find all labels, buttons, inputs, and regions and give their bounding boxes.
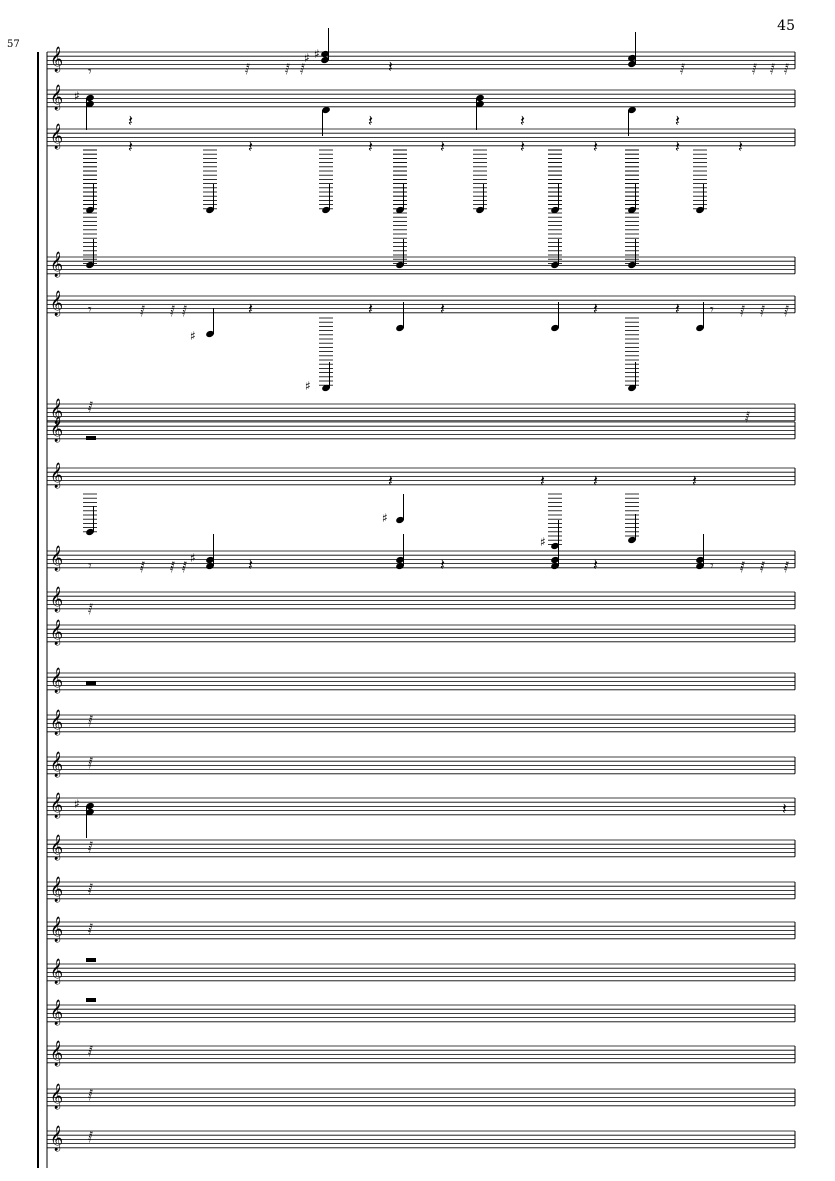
treble-clef-icon: 𝄞 [50,835,64,860]
sixteenth-rest-icon: 𝅁 [760,559,765,573]
sharp-icon: ♯ [74,797,80,811]
staff-11 [47,619,795,645]
staff-18 [47,916,795,942]
staff-7 [47,416,795,442]
sharp-icon: ♯ [304,51,310,65]
measure-number: 57 [7,39,20,50]
sixteenth-rest-icon: 𝅁 [770,61,775,75]
sharp-icon: ♯ [190,329,196,343]
quarter-rest-icon: 𝄽 [248,137,253,156]
quarter-rest-icon: 𝄽 [368,137,373,156]
treble-clef-icon: 𝄞 [50,399,64,424]
treble-clef-icon: 𝄞 [50,85,64,110]
sixteenth-rest-icon: 𝅁 [88,1087,93,1101]
treble-clef-icon: 𝄞 [50,1000,64,1025]
quarter-rest-icon: 𝄽 [540,471,545,490]
quarter-rest-icon: 𝄽 [520,137,525,156]
quarter-rest-icon: 𝄽 [738,137,743,156]
sixteenth-rest-icon: 𝅁 [88,839,93,853]
staff-16 [47,834,795,860]
treble-clef-icon: 𝄞 [50,668,64,693]
staff-21 [47,1040,795,1066]
staff-17 [47,876,795,902]
staff-12 [47,667,795,693]
sixteenth-rest-icon: 𝅁 [88,713,93,727]
sixteenth-rest-icon: 𝅁 [680,61,685,75]
quarter-rest-icon: 𝄽 [692,471,697,490]
quarter-rest-icon: 𝄽 [440,299,445,318]
quarter-rest-icon: 𝄽 [520,111,525,130]
quarter-rest-icon: 𝄽 [675,137,680,156]
quarter-rest-icon: 𝄽 [368,111,373,130]
sixteenth-rest-icon: 𝅁 [170,559,175,573]
sixteenth-rest-icon: 𝅁 [300,61,305,75]
sharp-icon: ♯ [74,89,80,103]
treble-clef-icon: 𝄞 [50,1041,64,1066]
sharp-icon: ♯ [190,551,196,565]
eighth-rest-icon: 𝄾 [88,558,92,574]
treble-clef-icon: 𝄞 [50,291,64,316]
staff-10 [47,586,795,612]
treble-clef-icon: 𝄞 [50,710,64,735]
whole-rest-icon [86,958,96,962]
whole-rest-icon [86,681,96,685]
sixteenth-rest-icon: 𝅁 [88,399,93,413]
sixteenth-rest-icon: 𝅁 [182,559,187,573]
quarter-rest-icon: 𝄽 [128,137,133,156]
treble-clef-icon: 𝄞 [50,47,64,72]
sixteenth-rest-icon: 𝅁 [245,61,250,75]
sixteenth-rest-icon: 𝅁 [88,921,93,935]
whole-rest-icon [86,998,96,1002]
sixteenth-rest-icon: 𝅁 [740,303,745,317]
staff-8 [47,462,795,488]
sixteenth-rest-icon: 𝅁 [88,755,93,769]
staff-14 [47,751,795,777]
eighth-rest-icon: 𝄾 [710,302,714,318]
staff-2 [47,84,795,110]
sharp-icon: ♯ [382,511,388,525]
whole-rest-icon [86,436,96,440]
notation [74,28,789,1143]
sixteenth-rest-icon: 𝅁 [740,559,745,573]
treble-clef-icon: 𝄞 [50,546,64,571]
treble-clef-icon: 𝄞 [50,793,64,818]
quarter-rest-icon: 𝄽 [248,555,253,574]
page-number: 45 [777,18,795,34]
treble-clef-icon: 𝄞 [50,877,64,902]
sixteenth-rest-icon: 𝅁 [745,409,750,423]
sharp-icon: ♯ [314,47,320,61]
treble-clef-icon: 𝄞 [50,252,64,277]
quarter-rest-icon: 𝄽 [248,299,253,318]
sixteenth-rest-icon: 𝅁 [88,601,93,615]
quarter-rest-icon: 𝄽 [593,471,598,490]
treble-clef-icon: 𝄞 [50,1126,64,1151]
quarter-rest-icon: 𝄽 [675,299,680,318]
staves [47,46,795,1151]
sixteenth-rest-icon: 𝅁 [285,61,290,75]
quarter-rest-icon: 𝄽 [388,471,393,490]
treble-clef-icon: 𝄞 [50,124,64,149]
eighth-rest-icon: 𝄾 [88,302,92,318]
treble-clef-icon: 𝄞 [50,1084,64,1109]
staff-23 [47,1125,795,1151]
quarter-rest-icon: 𝄽 [128,111,133,130]
quarter-rest-icon: 𝄽 [440,555,445,574]
sharp-icon: ♯ [540,535,546,549]
sixteenth-rest-icon: 𝅁 [140,303,145,317]
quarter-rest-icon: 𝄽 [593,299,598,318]
quarter-rest-icon: 𝄽 [368,299,373,318]
staff-22 [47,1083,795,1109]
sixteenth-rest-icon: 𝅁 [752,61,757,75]
sixteenth-rest-icon: 𝅁 [88,881,93,895]
staff-9 [47,545,795,571]
quarter-rest-icon: 𝄽 [593,555,598,574]
sharp-icon: ♯ [305,379,311,393]
staff-13 [47,709,795,735]
sixteenth-rest-icon: 𝅁 [140,559,145,573]
treble-clef-icon: 𝄞 [50,587,64,612]
quarter-rest-icon: 𝄽 [782,799,787,818]
sixteenth-rest-icon: 𝅁 [784,303,789,317]
quarter-rest-icon: 𝄽 [593,137,598,156]
treble-clef-icon: 𝄞 [50,959,64,984]
staff-4 [47,251,795,277]
staff-15 [47,792,795,818]
sixteenth-rest-icon: 𝅁 [760,303,765,317]
staff-3 [47,123,795,149]
sixteenth-rest-icon: 𝅁 [784,61,789,75]
system-bracket [38,52,47,1168]
sixteenth-rest-icon: 𝅁 [170,303,175,317]
treble-clef-icon: 𝄞 [50,463,64,488]
quarter-rest-icon: 𝄽 [675,111,680,130]
treble-clef-icon: 𝄞 [50,620,64,645]
staff-20 [47,999,795,1025]
treble-clef-icon: 𝄞 [50,417,64,442]
treble-clef-icon: 𝄞 [50,752,64,777]
sixteenth-rest-icon: 𝅁 [88,1129,93,1143]
sixteenth-rest-icon: 𝅁 [182,303,187,317]
staff-19 [47,958,795,984]
treble-clef-icon: 𝄞 [50,917,64,942]
quarter-rest-icon: 𝄽 [440,137,445,156]
staff-5 [47,290,795,316]
eighth-rest-icon: 𝄾 [88,64,92,80]
sixteenth-rest-icon: 𝅁 [784,559,789,573]
sixteenth-rest-icon: 𝅁 [88,1043,93,1057]
quarter-rest-icon: 𝄽 [388,57,393,76]
eighth-rest-icon: 𝄾 [710,558,714,574]
staff-6 [47,398,795,424]
